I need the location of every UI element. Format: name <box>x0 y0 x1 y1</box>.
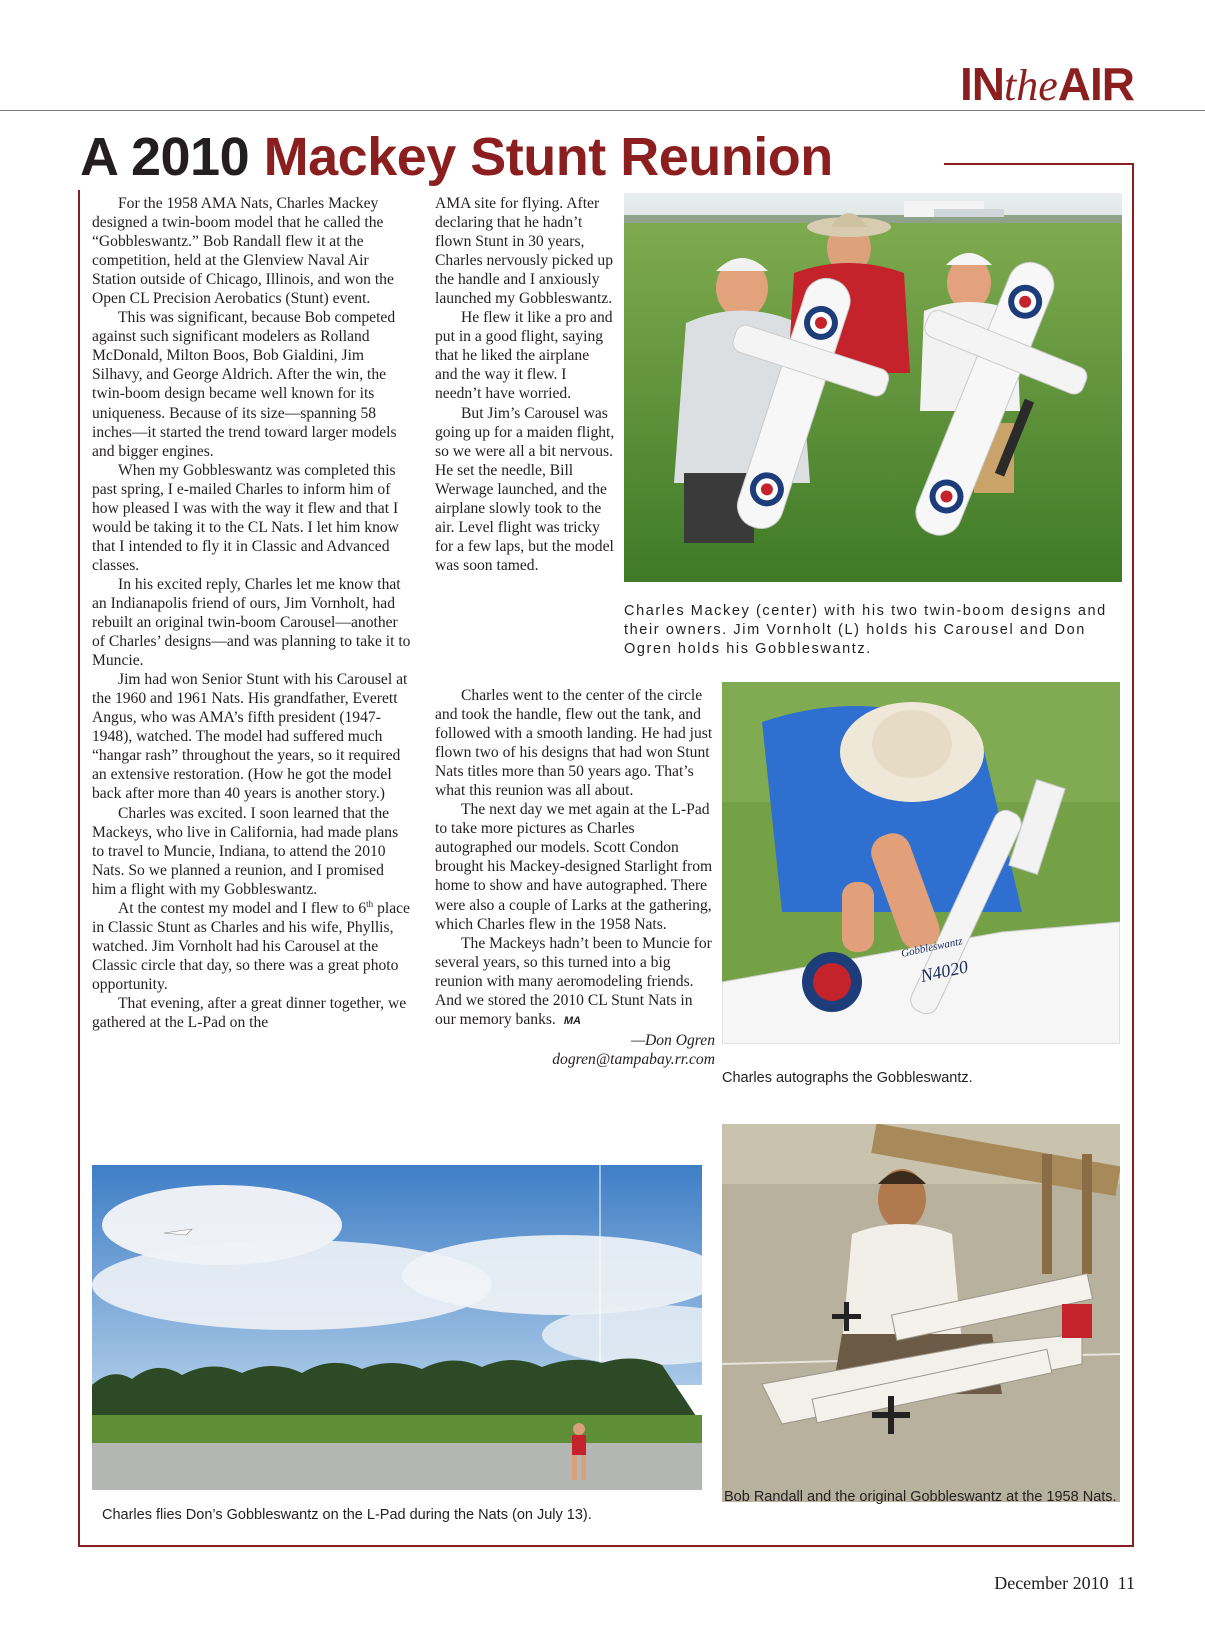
paragraph: This was significant, because Bob competed against such significant modelers as Rolland McDonald, Milton Boos, Bob Gialdini, Jim Silhavy, and George Aldrich. After the win, the twin-boom design became well known for its uniqueness. Because of its size—spanning 58 inches—it started the trend toward larger models and bigger engines. <box>92 309 397 460</box>
paragraph-part: place in Classic Stunt as Charles and his wife, Phyllis, watched. Jim Vornholt had his Carousel at the Classic circle that day, so there was a great photo opportunity. <box>92 899 410 993</box>
photo-mackey-with-models-image <box>624 193 1122 582</box>
photo-charles-flying <box>92 1165 702 1490</box>
frame-bottom-rule <box>78 1545 1134 1547</box>
paragraph-continued: AMA site for flying. After declaring that he hadn’t flown Stunt in 30 years, Charles nervously picked up the handle and I anxiously launched my Gobbleswantz. <box>435 195 613 308</box>
page-footer <box>994 1573 1135 1594</box>
frame-left-rule <box>78 190 80 1547</box>
headline-title: Mackey Stunt Reunion <box>263 127 833 187</box>
article-column-1 <box>92 194 412 1032</box>
author-email: dogren@tampabay.rr.com <box>552 1050 715 1068</box>
photo-charles-flying-image <box>92 1165 702 1490</box>
author-byline: —Don Ogren <box>631 1031 715 1049</box>
photo-mackey-with-models <box>624 193 1122 582</box>
paragraph: But Jim’s Carousel was going up for a maiden flight, so we were all a bit nervous. He set the needle, Bill Werwage launched, and the airplane slowly took to the air. Level flight was tricky for a few laps, but the model was soon tamed. <box>435 404 615 574</box>
paragraph: Jim had won Senior Stunt with his Carousel at the 1960 and 1961 Nats. His grandfather, Everett Angus, who was AMA’s fifth president (1947-1948), watched. The model had suffered much “hangar rash” throughout the years, so it required an extensive restoration. (How he got the model back after more than 40 years is another story.) <box>92 671 408 803</box>
paragraph: The next day we met again at the L-Pad to take more pictures as Charles autographed our models. Scott Condon brought his Mackey-designed Starlight from home to show and have autographed. There were also a couple of Larks at the gathering, which Charles flew in the 1958 Nats. <box>435 801 713 933</box>
paragraph <box>92 899 412 994</box>
frame-right-rule <box>1132 163 1134 1547</box>
caption-photo-2: Charles autographs the Gobbleswantz. <box>722 1070 973 1086</box>
superscript: th <box>366 898 374 909</box>
caption-photo-1: Charles Mackey (center) with his two twin-boom designs and their owners. Jim Vornholt (L) holds his Carousel and Don Ogren holds his Gobbleswantz. <box>624 603 1107 657</box>
caption-photo-4: Bob Randall and the original Gobbleswantz at the 1958 Nats. <box>724 1489 1117 1505</box>
page-number: 11 <box>1117 1573 1135 1593</box>
paragraph: When my Gobbleswantz was completed this past spring, I e-mailed Charles to inform him of how pleased I was with the way it flew and that I would be taking it to the CL Nats. I let him know that I intended to fly it in Classic and Advanced classes. <box>92 461 399 574</box>
paragraph-part: The Mackeys hadn’t been to Muncie for several years, so this turned into a big reunion with many aeromodeling friends. And we stored the 2010 CL Stunt Nats in our memory banks. <box>435 934 712 1028</box>
paragraph-part: At the contest my model and I flew to 6 <box>118 899 367 917</box>
paragraph <box>435 934 715 1031</box>
photo-charles-autographs <box>722 682 1120 1044</box>
frame-top-rule <box>944 163 1134 165</box>
paragraph: That evening, after a great dinner together, we gathered at the L-Pad on the <box>92 994 407 1032</box>
end-mark: MA <box>563 1014 581 1027</box>
section-label-the: the <box>1004 61 1058 110</box>
paragraph: Charles went to the center of the circle and took the handle, flew out the tank, and followed with a smooth landing. He had just flown two of his designs that had won Stunt Nats titles more than 50 years ago. That’s what this reunion was all about. <box>435 687 713 800</box>
photo-bob-randall-1958-image <box>722 1124 1120 1502</box>
paragraph: He flew it like a pro and put in a good flight, saying that he liked the airplane and the way it flew. I needn’t have worried. <box>435 309 613 403</box>
paragraph: Charles was excited. I soon learned that the Mackeys, who live in California, had made plans to travel to Muncie, Indiana, to attend the 2010 Nats. So we planned a reunion, and I promised him a flight with my Gobbleswantz. <box>92 804 399 898</box>
section-label <box>960 58 1134 112</box>
caption-photo-3: Charles flies Don’s Gobbleswantz on the L-Pad during the Nats (on July 13). <box>102 1507 592 1523</box>
header-rule <box>0 110 1205 111</box>
article-column-2-upper <box>435 194 615 575</box>
section-label-in: IN <box>960 58 1004 110</box>
section-label-air: AIR <box>1057 58 1134 110</box>
photo-bob-randall-1958 <box>722 1124 1120 1502</box>
plane-registration-text: N4020 <box>918 956 970 986</box>
issue-date: December 2010 <box>994 1573 1109 1593</box>
paragraph: In his excited reply, Charles let me know that an Indianapolis friend of ours, Jim Vornholt, had rebuilt an original twin-boom Carousel—another of Charles’ designs—and was planning to take it to Muncie. <box>92 575 411 670</box>
plane-name-script: Gobbleswantz <box>900 935 964 960</box>
paragraph: For the 1958 AMA Nats, Charles Mackey designed a twin-boom model that he called the “Gobbleswantz.” Bob Randall flew it at the competition, held at the Glenview Naval Air Station outside of Chicago, Illinois, and won the Open CL Precision Aerobatics (Stunt) event. <box>92 195 394 308</box>
photo-charles-autographs-image <box>722 682 1120 1044</box>
headline-year: A 2010 <box>80 127 264 187</box>
article-column-2-lower <box>435 686 715 1069</box>
article-headline <box>80 124 833 190</box>
